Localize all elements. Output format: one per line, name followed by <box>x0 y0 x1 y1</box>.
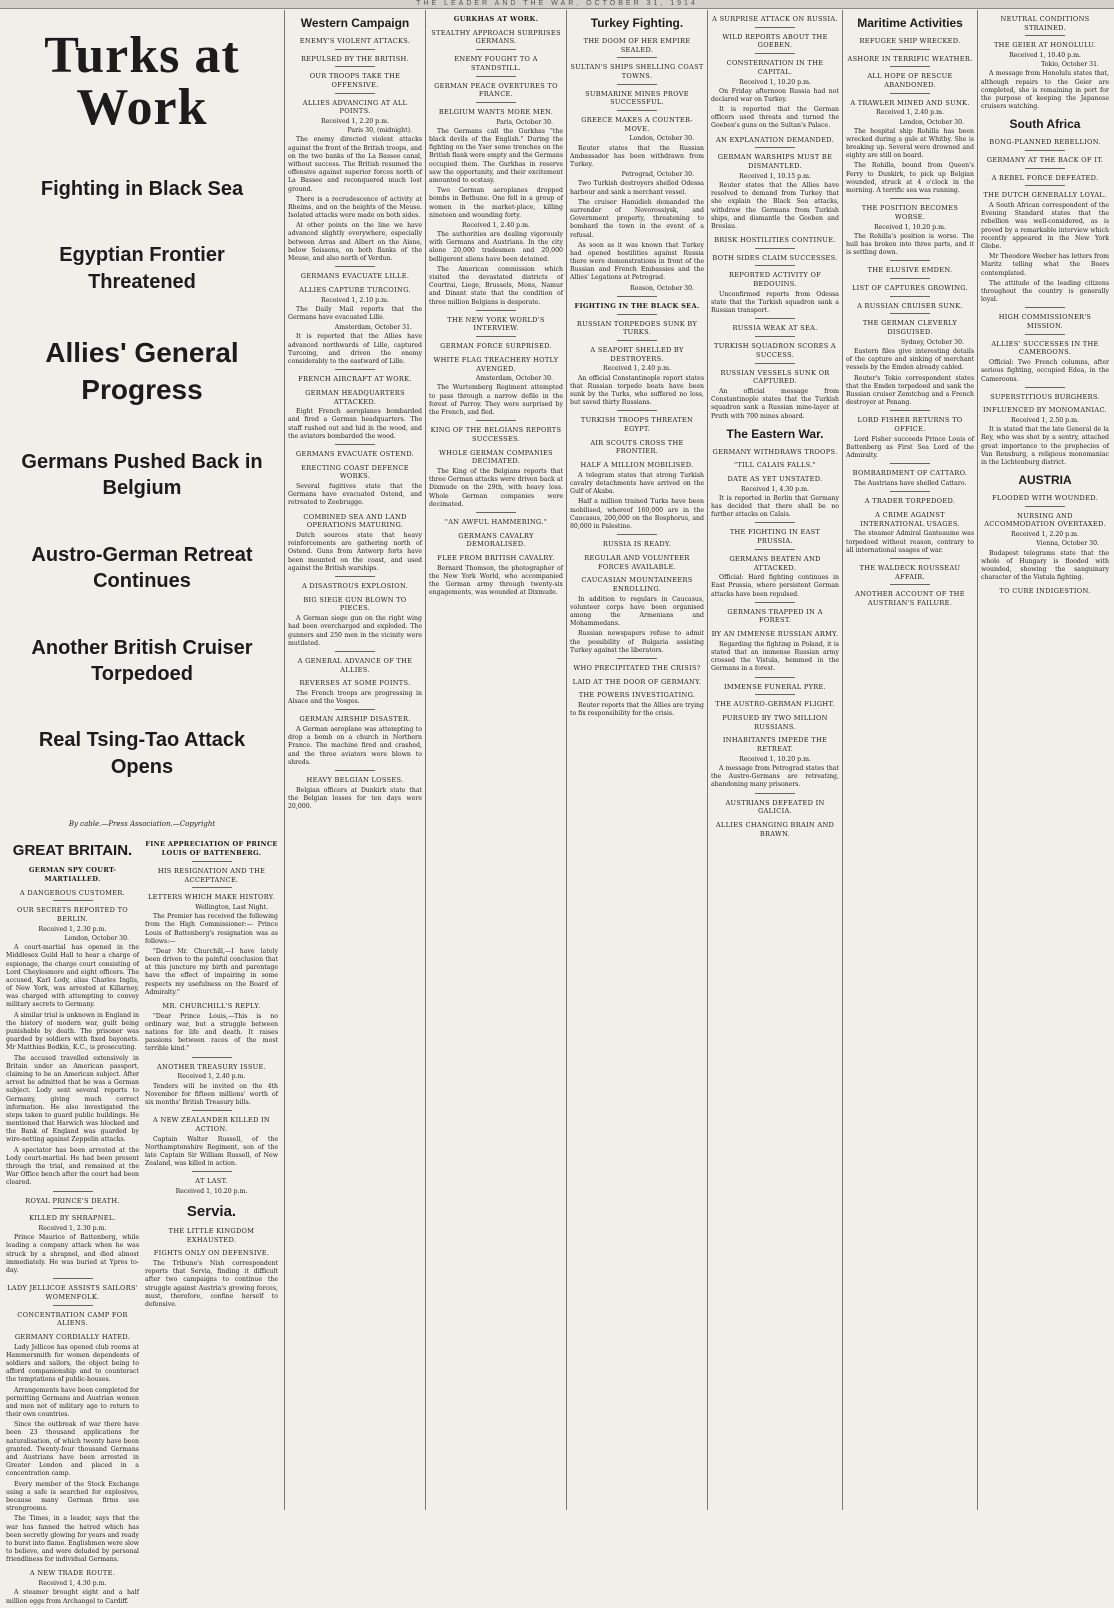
article-subhead: OUR TROOPS TAKE THE OFFENSIVE. <box>309 72 401 89</box>
article-head: A GENERAL ADVANCE OF THE ALLIES. <box>297 656 413 674</box>
article-subhead: INFLUENCED BY MONOMANIAC. <box>983 406 1107 415</box>
article-subhead: PURSUED BY TWO MILLION RUSSIANS. <box>722 714 828 731</box>
dateline: Sydney, October 30. <box>900 338 964 346</box>
section-turkey-fighting: Turkey Fighting. <box>590 16 684 30</box>
paragraph: Budapest telegrams state that the whole of Hungary is flooded with wounded, showing the sanguinary character of the Vistula fighting. <box>981 549 1109 582</box>
article-head: FINE APPRECIATION OF PRINCE LOUIS OF BATTENBERG. <box>145 840 278 858</box>
article-subhead: A SEAPORT SHELLED BY DESTROYERS. <box>590 345 684 363</box>
article-subhead: SUBMARINE MINES PROVE SUCCESSFUL. <box>585 89 689 107</box>
article-subhead: HIS RESIGNATION AND THE ACCEPTANCE. <box>157 866 266 884</box>
article-subhead: CAUCASIAN MOUNTAINEERS ENROLLING. <box>581 576 693 593</box>
column-5 <box>711 10 839 1510</box>
article-head: THE ELUSIVE EMDEN. <box>867 266 953 275</box>
paragraph: Lord Fisher succeeds Prince Louis of Battenberg as First Sea Lord of the Admiralty. <box>846 435 974 460</box>
article-subhead: HALF A MILLION MOBILISED. <box>580 461 694 470</box>
paragraph: The King of the Belgians reports that three German attacks were driven back at Dixmude on the 29th, with heavy loss. Whole German companies were decimated. <box>429 468 563 508</box>
dateline: Received 1, 2.40 p.m. <box>177 1073 246 1081</box>
paragraph: Reuter's Tokio correspondent states that the Emden torpedoed and sank the Russian cruiser Zemtchug and a French destroyer at Penang. <box>846 374 974 407</box>
dateline: Received 1, 10.15 p.m. <box>739 172 811 180</box>
paragraph: Reuter states that the Allies have resolved to demand from Turkey that she explain the Black Sea attacks, withdraw the Germans from Turkish ships, and dismantle the Goeben and Breslau. <box>711 181 839 230</box>
article-subhead: SULTAN'S SHIPS SHELLING COAST TOWNS. <box>570 63 704 80</box>
paragraph: A spectator has been arrested at the Lody court-martial. He had been present through the trial, and remained at the War Office bench after the court had been cleared. <box>6 1146 139 1187</box>
article-head: SUPERSTITIOUS BURGHERS. <box>990 392 1100 401</box>
article-head: FLOODED WITH WOUNDED. <box>992 494 1098 503</box>
article-head: REFUGEE SHIP WRECKED. <box>859 36 961 45</box>
article-subhead: LIST OF CAPTURES GROWING. <box>851 284 969 293</box>
article-subhead: INHABITANTS IMPEDE THE RETREAT. <box>722 736 828 754</box>
paragraph: A message from Honolulu states that, although repairs to the Geier are completed, she is remaining in port for the purpose of keeping the Japanese cruisers watching. <box>981 70 1109 111</box>
article-subhead: MR. CHURCHILL'S REPLY. <box>162 1002 261 1011</box>
paragraph: Several fugitives state that the Germans have evacuated Ostend, and retreated to Zeebrugge. <box>288 483 422 507</box>
article-head: "AN AWFUL HAMMERING." <box>444 517 548 526</box>
paragraph: A German aeroplane was attempting to drop a bomb on a church in Northern France. The machine fired and crashed, and the three aviators were blown to shreds. <box>288 726 422 766</box>
paragraph: The enemy directed violent attacks against the front of the British troops, and on the two banks of the La Bassee canal, without success. The British resumed the offensive against superior forces north of La Bassee and reconquered much lost ground. <box>288 136 422 193</box>
paragraph: An official Constantinople report states that Russian torpedo boats have been sunk by the Turks, who suffered no loss, but saved thirty Russians. <box>570 374 704 407</box>
article-subhead: THE LITTLE KINGDOM EXHAUSTED. <box>168 1226 255 1244</box>
paragraph: At other points on the line we have advanced slightly everywhere, especially between Arras and Albert on the Aisne, below Soissons, on both flanks of the Meuse, and also north of Verdun. <box>288 222 422 263</box>
advert-head: TO CURE INDIGESTION. <box>999 587 1091 596</box>
article-subhead: BELGIUM WANTS MORE MEN. <box>438 107 554 116</box>
paragraph: The cruiser Hamidieh demanded the surrender of Novorossiysk, and Government property, threatening to bombard the town in the event of a refusal. <box>570 198 704 239</box>
article-head: GERMAN FORCE SURPRISED. <box>440 342 552 351</box>
article-head: THE FIGHTING IN EAST PRUSSIA. <box>729 528 821 546</box>
article-subhead: GERMANY CORDIALLY HATED. <box>14 1332 131 1341</box>
paragraph: The authorities are dealing vigorously with Germans and Austrians. In the city alone 20,000 tradesmen and 20,000 belligerent aliens have been detained. <box>429 231 563 263</box>
paragraph: Reuter reports that the Allies are trying to fix responsibility for the crisis. <box>570 702 704 718</box>
article-head: THE POSITION BECOMES WORSE. <box>861 204 959 221</box>
article-head: IMMENSE FUNERAL PYRE. <box>724 682 826 691</box>
dateline: Paris 30, (midnight). <box>347 127 412 135</box>
article-subhead: ALLIES ADVANCING AT ALL POINTS. <box>302 98 408 116</box>
article-subhead: BIG SIEGE GUN BLOWN TO PIECES. <box>303 595 407 613</box>
column-6 <box>846 10 974 1510</box>
paragraph: Unconfirmed reports from Odessa state that the Turkish squadron sank a Russian transport. <box>711 290 839 315</box>
article-head: A DISASTROUS EXPLOSION. <box>301 582 409 591</box>
article-head: A NEW ZEALANDER KILLED IN ACTION. <box>153 1116 270 1133</box>
article-subhead: FIGHTS ONLY ON DEFENSIVE. <box>153 1249 270 1258</box>
article-head: LORD FISHER RETURNS TO OFFICE. <box>857 416 963 434</box>
paragraph: In addition to regulars in Caucasus, volunteer corps have been organised among the Armenians and Mohammedans. <box>570 595 704 628</box>
deck-3: Allies' General Progress <box>45 337 239 406</box>
article-subhead: REGULAR AND VOLUNTEER FORCES AVAILABLE. <box>584 553 690 571</box>
dateline: Reason, October 30. <box>630 284 694 292</box>
paragraph: Dutch sources state that heavy reinforcements are gathering north of Ostend. Guns from Antwerp forts have been mounted on the coast, and used against the British warships. <box>288 532 422 572</box>
article-head: FIGHTING IN THE BLACK SEA. <box>574 301 700 310</box>
paragraph: The accused travelled extensively in Britain under an American passport, claiming to be an American subject. After arrest he admitted that he was a German subject. Lody sent several reports to Germany, giving much correct information. He also investigated the steps taken to guard public buildings. He mentioned that Harwich was blocked and the Bank of England was guarded by wire-netting against Zeppelin attacks. <box>6 1054 139 1144</box>
paragraph: Russian newspapers refuse to admit the possibility of Bulgaria assisting Turkey against the liberators. <box>570 630 704 654</box>
article-subhead: RUSSIAN TORPEDOES SUNK BY TURKS. <box>576 319 698 337</box>
paragraph: Arrangements have been completed for permitting Germans and Austrian women and men not of military age to return to their own countries. <box>6 1386 139 1419</box>
article-subhead: RUSSIAN VESSELS SUNK OR CAPTURED. <box>720 368 830 386</box>
article-subhead: ALLIES CAPTURE TURCOING. <box>299 285 411 294</box>
article-head: NEUTRAL CONDITIONS STRAINED. <box>1000 15 1090 32</box>
column-7 <box>981 10 1109 1510</box>
paragraph: The Rohilla, bound from Queen's Ferry to Dunkirk, to pick up Belgian wounded, struck at 4 o'clock in the morning. A terrific sea was running. <box>846 162 974 195</box>
article-subhead: BOTH SIDES CLAIM SUCCESSES. <box>712 253 838 262</box>
article-head: WHO PRECIPITATED THE CRISIS? <box>573 663 701 672</box>
article-subhead: WHITE FLAG TREACHERY HOTLY AVENGED. <box>433 355 559 373</box>
dateline: Wellington, Last Night. <box>195 903 268 911</box>
article-head: RUSSIA WEAK AT SEA. <box>732 324 818 333</box>
dateline: Received 1, 10.20 p.m. <box>739 755 811 763</box>
section-servia: Servia. <box>186 1203 237 1221</box>
article-head: ROYAL PRINCE'S DEATH. <box>25 1196 120 1205</box>
dateline: Received 1, 2.40 p.m. <box>462 221 530 229</box>
article-subhead: GERMAN WARSHIPS MUST BE DISMANTLED. <box>717 153 833 171</box>
article-subhead: "TILL CALAIS FALLS." <box>734 461 816 470</box>
dateline: Received 1, 2.30 p.m. <box>38 1224 107 1232</box>
deck-1: Fighting in Black Sea <box>40 178 244 200</box>
paragraph: Reuter states that the Russian Ambassador has been withdrawn from Turkey. <box>570 144 704 169</box>
article-subhead: KILLED BY SHRAPNEL. <box>29 1214 116 1223</box>
column-4 <box>570 10 704 1510</box>
deck-4: Germans Pushed Back in Belgium <box>21 451 263 500</box>
paragraph: Official: Two French columns, after serious fighting, occupied Edea, in the Cameroons. <box>981 359 1109 383</box>
deck-7: Real Tsing-Tao Attack Opens <box>38 729 246 778</box>
dateline: London, October 30. <box>629 135 694 143</box>
paragraph: Tenders will be invited on the 4th November for fifteen millions' worth of six months' British Treasury bills. <box>145 1082 278 1106</box>
article-subhead: ANOTHER ACCOUNT OF THE AUSTRIAN'S FAILURE. <box>855 590 965 608</box>
deck-5: Austro-German Retreat Continues <box>31 543 253 593</box>
article-subhead: TURKISH SQUADRON SCORES A SUCCESS. <box>714 342 836 359</box>
article-head: TURKISH TROOPS THREATEN EGYPT. <box>580 416 694 433</box>
article-head: ANOTHER TREASURY ISSUE. <box>156 1062 267 1071</box>
deck-6: Another British Cruiser Torpedoed <box>31 636 253 686</box>
dateline: Received 1, 2.20 p.m. <box>321 118 389 126</box>
paragraph: Every member of the Stock Exchange using a safe is searched for explosives, because many German firms use strongrooms. <box>6 1480 139 1513</box>
paragraph: Bernard Thomson, the photographer of the New York World, who accompanied the German army through twenty-six engagements, was wounded at Dixmude. <box>429 564 563 597</box>
paragraph: Official: Hard fighting continues in East Prussia, where persistent German attacks have been repulsed. <box>711 574 839 598</box>
article-head: GERMANS EVACUATE OSTEND. <box>295 450 415 458</box>
dateline: Received 1, 4.30 p.m. <box>741 485 809 493</box>
article-subhead: NURSING AND ACCOMMODATION OVERTAXED. <box>984 511 1106 529</box>
paragraph: A South African correspondent of the Evening Standard states that the rebellion was well-considered, as is proved by a remarkable interview which recently appeared in the New York Globe. <box>981 202 1109 250</box>
paragraph: Since the outbreak of war there have been 23 thousand applications for naturalisation, of which twenty have been granted. Twenty-four thousand Germans and Austrians have been arrested in Greater London and placed in a concentration camp. <box>6 1421 139 1478</box>
section-western-campaign: Western Campaign <box>300 16 410 30</box>
dateline: Amsterdam, October 30. <box>475 375 553 383</box>
section-maritime-activities: Maritime Activities <box>857 16 963 30</box>
article-subhead: REVERSES AT SOME POINTS. <box>299 679 411 688</box>
article-subhead: CONSTERNATION IN THE CAPITAL. <box>726 59 824 76</box>
article-head: AN EXPLANATION DEMANDED. <box>716 135 834 144</box>
paragraph: A steamer brought eight and a half million eggs from Archangel to Cardiff. <box>6 1589 139 1605</box>
article-subhead: REPORTED ACTIVITY OF BEDOUINS. <box>728 271 822 289</box>
paragraph: Mr Theodore Weeber has letters from Maritz telling what the Boers contemplated. <box>981 253 1109 277</box>
paragraph: Two Turkish destroyers shelled Odessa harbour and sank a merchant vessel. <box>570 180 704 196</box>
paragraph: The Premier has received the following from the High Commissioner:— Prince Louis of Battenberg's resignation was as follows:— <box>145 913 278 945</box>
article-head: KING OF THE BELGIANS REPORTS SUCCESSES. <box>430 426 562 443</box>
article-subhead: GERMANS BEATEN AND ATTACKED. <box>729 554 821 572</box>
dateline: Petrograd, October 30. <box>621 171 694 179</box>
article-head: A SURPRISE ATTACK ON RUSSIA. <box>712 15 838 23</box>
paragraph: Lady Jellicoe has opened club rooms at Hammersmith for women dependents of soldiers and sailors, the object being to afford companionship and to counteract the temptations of public-houses. <box>6 1343 139 1384</box>
paragraph: The attitude of the leading citizens throughout the country is generally loyal. <box>981 279 1109 304</box>
paragraph: Prince Maurice of Battenberg, while leading a company attack when he was struck by a shrapnel, and died almost immediately. He was buried at Ypres to-day. <box>6 1234 139 1274</box>
dateline: Received 1, 2.30 p.m. <box>38 925 107 933</box>
paragraph: Belgian officers at Dunkirk state that the Belgian losses for ten days were 20,000. <box>288 786 422 811</box>
section-south-africa: South Africa <box>1009 117 1081 132</box>
article-subhead: THE GERMAN CLEVERLY DISGUISED. <box>862 319 958 337</box>
article-head: GERMANS TRAPPED IN A FOREST. <box>727 607 823 625</box>
article-subhead: GREECE MAKES A COUNTER-MOVE. <box>581 116 693 133</box>
article-subhead: ENEMY FOUGHT TO A STANDSTILL. <box>454 55 538 72</box>
paragraph: An official message from Constantinople states that the Turkish squadron sank a Russian mine-layer at Pruth with 700 mines aboard. <box>711 387 839 420</box>
paragraph: Eight French aeroplanes bombarded and fired a German headquarters. The staff rushed out and hid in the wood, and the aviators bombarded the wood. <box>288 408 422 440</box>
paragraph: The Tribune's Nish correspondent reports that Servia, finding it difficult after two campaigns to continue the struggle against Austria's growing forces, must, therefore, confine herself to defensive. <box>145 1260 278 1308</box>
paragraph: The Times, in a leader, says that the war has fanned the hatred which has been secretly glowing for years and ready to burst into flame. Englishmen were slow to believe, and were deluded by personal friendliness for individual Germans. <box>6 1515 139 1564</box>
article-head: FRENCH AIRCRAFT AT WORK. <box>298 375 412 384</box>
column-1 <box>6 10 278 1605</box>
paragraph: As soon as it was known that Turkey had opened hostilities against Russia there were demonstrations in front of the Russian and French Embassies and the Allies' Legations at Petrograd. <box>570 241 704 282</box>
article-head: RUSSIA IS READY. <box>602 540 672 549</box>
article-head: GERMANY WITHDRAWS TROOPS. <box>712 447 838 456</box>
dateline: Received 1, 10.20 p.m. <box>874 223 946 231</box>
article-head: BONG-PLANNED REBELLION. <box>989 138 1101 147</box>
article-head: AT LAST. <box>195 1177 228 1186</box>
paragraph: It is reported that the German officers used threats and turned the Goeben's guns on the Sultan's Palace. <box>711 106 839 130</box>
paragraph: The hospital ship Rohilla has been wrecked during a gale at Whitby. She is breaking up. Several were drowned and eighty are still on board. <box>846 127 974 160</box>
dateline: Received 1, 2.40 p.m. <box>876 109 944 117</box>
page-header: THE LEADER AND THE WAR, OCTOBER 31, 1914 <box>0 0 1114 9</box>
paragraph: It is reported that the Allies have advanced northwards of Lille, captured Turcoing, and driven the enemy considerably to the eastward of Lille. <box>288 333 422 365</box>
article-subhead: OUR SECRETS REPORTED TO BERLIN. <box>17 906 128 924</box>
dateline: London, October 30. <box>64 934 129 942</box>
column-2 <box>288 10 422 1510</box>
dateline: Received 1, 2.10 p.m. <box>321 296 389 304</box>
article-head: A NEW TRADE ROUTE. <box>29 1569 116 1578</box>
article-subhead: A TRAWLER MINED AND SUNK. <box>850 98 970 107</box>
article-subhead: THE POWERS INVESTIGATING. <box>578 691 696 700</box>
article-head: GERMAN SPY COURT-MARTIALLED. <box>28 866 117 883</box>
article-subhead: COMBINED SEA AND LAND OPERATIONS MATURING. <box>303 512 407 530</box>
article-head: BRISK HOSTILITIES CONTINUE. <box>714 236 836 245</box>
article-subhead: A REBEL FORCE DEFEATED. <box>991 173 1099 182</box>
column-3 <box>429 10 563 1510</box>
paragraph: A message from Petrograd states that the Austro-Germans are retreating, abandoning many prisoners. <box>711 765 839 789</box>
article-subhead: LAID AT THE DOOR OF GERMANY. <box>572 677 702 686</box>
paragraph: The Daily Mail reports that the Germans have evacuated Lille. <box>288 305 422 322</box>
article-subhead: ALL HOPE OF RESCUE ABANDONED. <box>867 72 953 89</box>
paragraph: A telegram states that strong Turkish cavalry detachments have arrived on the Gulf of Akaba. <box>570 471 704 496</box>
section-eastern-war: The Eastern War. <box>726 426 824 441</box>
article-subhead: GERMANY AT THE BACK OF IT. <box>986 155 1104 164</box>
article-head: AUSTRIANS DEFEATED IN GALICIA. <box>725 798 825 816</box>
section-great-britain: GREAT BRITAIN. <box>12 842 133 860</box>
dateline: Received 1, 4.30 p.m. <box>38 1580 107 1588</box>
paragraph: Two German aeroplanes dropped bombs in Bethune. One fell in a group of women in the market-place, killing nineteen and wounding forty. <box>429 187 563 219</box>
article-head: GERMAN AIRSHIP DISASTER. <box>299 715 411 724</box>
dateline: Received 1, 2.40 p.m. <box>603 365 671 373</box>
article-head: HIGH COMMISSIONER'S MISSION. <box>998 313 1092 331</box>
paragraph: "Dear Mr. Churchill,—I have lately been driven to the painful conclusion that at this juncture my birth and parentage have the effect of impairing in some respects my usefulness on the Board of Admiralty." <box>145 947 278 996</box>
article-subhead: ASHORE IN TERRIFIC WEATHER. <box>847 54 973 63</box>
article-head: LADY JELLICOE ASSISTS SAILORS' WOMENFOLK. <box>7 1284 138 1301</box>
dateline: London, October 30. <box>899 118 964 126</box>
dateline: Vienna, October 30. <box>1036 540 1099 548</box>
main-headline: Turks at Work <box>44 27 240 136</box>
paragraph: On Friday afternoon Russia had not declared war on Turkey. <box>711 87 839 103</box>
dateline: Paris, October 30. <box>496 118 553 126</box>
article-subhead: WILD REPORTS ABOUT THE GOEBEN. <box>722 32 828 50</box>
dateline: Amsterdam, October 31. <box>334 324 412 332</box>
article-head: THE AUSTRO-GERMAN FLIGHT. <box>715 700 835 709</box>
article-subhead: A DANGEROUS CUSTOMER. <box>19 888 126 897</box>
article-subhead: GERMAN PEACE OVERTURES TO FRANCE. <box>434 81 558 99</box>
article-subhead: FLEE FROM BRITISH CAVALRY. <box>437 554 555 563</box>
article-subhead: DATE AS YET UNSTATED. <box>727 474 823 483</box>
paragraph: The steamer Admiral Ganteaume was torpedoed without reason, contrary to all international usages of war. <box>846 530 974 554</box>
article-subhead: GERMAN HEADQUARTERS ATTACKED. <box>305 388 405 406</box>
paragraph: "Dear Prince Louis,—This is no ordinary war, but a struggle between nations for life and death. It raises passions between races of the most terrible kind." <box>145 1012 278 1053</box>
article-subhead: ERECTING COAST DEFENCE WORKS. <box>301 463 409 481</box>
dateline: Received 1, 2.20 p.m. <box>1011 531 1079 539</box>
paragraph: Half a million trained Turks have been mobilised, whereof 160,000 are in the Caucasus, 200,000 on the Bosphorus, and 80,000 in Palestine. <box>570 498 704 530</box>
paragraph: The American commission which visited the devastated districts of Courtrai, Liege, Brussels, Mons, Namur and Dinant state that the condition of three million Belgians is desperate. <box>429 265 563 306</box>
article-head: THE NEW YORK WORLD'S INTERVIEW. <box>447 315 545 333</box>
article-head: HEAVY BELGIAN LOSSES. <box>306 776 404 784</box>
paragraph: Regarding the fighting in Poland, it is stated that an immense Russian army crossed the Vistula, hemmed in the Germans in a forest. <box>711 640 839 673</box>
article-head: A TRADER TORPEDOED. <box>864 497 956 506</box>
article-head: BOMBARDMENT OF CATTARO. <box>852 469 968 478</box>
byline: By cable.—Press Association.—Copyright <box>68 820 216 829</box>
paragraph: There is a recrudescence of activity at Rheims, and on the heights of the Meuse. Isolated attacks were made on both sides. <box>288 195 422 220</box>
paragraph: The French troops are progressing in Alsace and the Vosges. <box>288 689 422 706</box>
article-head: GURKHAS AT WORK. <box>453 15 539 23</box>
paragraph: Eastern files give interesting details of the capture and sinking of merchant vessels by the Emden already cabled. <box>846 348 974 372</box>
article-subhead: WHOLE GERMAN COMPANIES DECIMATED. <box>439 448 553 466</box>
article-head: GERMANS EVACUATE LILLE. <box>300 272 410 281</box>
dateline: Received 1, 10.20 p.m. <box>739 78 811 86</box>
article-subhead: ALLIES CHANGING BRAIN AND BRAWN. <box>715 821 835 838</box>
paragraph: The Austrians have shelled Cattaro. <box>854 480 967 488</box>
article-head: CONCENTRATION CAMP FOR ALIENS. <box>17 1310 128 1328</box>
deck-2: Egyptian Frontier Threatened <box>59 244 225 293</box>
paragraph: Captain Walter Russell, of the Northamptonshire Regiment, son of the late Captain Sir William Russell, of New Zealand, was killed in action. <box>145 1135 278 1168</box>
article-head: THE DOOM OF HER EMPIRE SEALED. <box>583 36 691 54</box>
article-subhead: GERMANS CAVALRY DEMORALISED. <box>458 531 534 549</box>
dateline: Received 1, 2.50 p.m. <box>1011 417 1079 425</box>
article-head: ALLIES' SUCCESSES IN THE CAMEROONS. <box>991 339 1099 357</box>
article-subhead: THE GEIER AT HONOLULU. <box>993 41 1097 50</box>
article-subhead: AIR SCOUTS CROSS THE FRONTIER. <box>590 438 684 456</box>
dateline: Tokio, October 31. <box>1041 61 1099 69</box>
article-head: ENEMY'S VIOLENT ATTACKS. <box>299 36 411 45</box>
paragraph: A court-martial has opened in the Middlesex Guild Hall to hear a charge of espionage, the charge court consisting of Lord Cheylesmore and eight officers. The accused, Karl Lody, alias Charles Inglis, of New York, was arrested at Killarney, was charged with attempting to convey military secrets to Germany. <box>6 944 139 1009</box>
paragraph: A German siege gun on the right wing had been overcharged and exploded. The gunners and 250 men in the vicinity were mutilated. <box>288 615 422 647</box>
paragraph: A similar trial is unknown in England in the history of modern war, guilt being punishable by death. The prisoner was guarded by soldiers with fixed bayonets. Mr Matthias Bodkin, K.C., is prosecuting. <box>6 1011 139 1052</box>
dateline: Received 1, 10.20 p.m. <box>175 1187 248 1195</box>
dateline: Received 1, 10.40 p.m. <box>1009 52 1081 60</box>
paragraph: The Wurtemberg Regiment attempted to pass through a narrow defile in the forest of Parroy. They were surprised by the French, and fled. <box>429 384 563 417</box>
article-subhead: REPULSED BY THE BRITISH. <box>301 54 409 63</box>
article-head: THE WALDECK ROUSSEAU AFFAIR. <box>859 563 961 581</box>
article-subhead: A RUSSIAN CRUISER SUNK. <box>857 301 963 310</box>
paragraph: The Germans call the Gurkhas "the black devils of the English." During the fighting on the Yser some trenches on the British flank were empty and the Germans occupied them. The Gurkhas in reserve saw the opportunity, and their excitement amounted to ecstasy. <box>429 127 563 184</box>
article-subhead: A CRIME AGAINST INTERNATIONAL USAGES. <box>860 510 960 528</box>
article-subhead: BY AN IMMENSE RUSSIAN ARMY. <box>711 630 839 639</box>
paragraph: The Rohilla's position is worse. The hull has broken into three parts, and it is settling down. <box>846 232 974 257</box>
article-subhead: STEALTHY APPROACH SURPRISES GERMANS. <box>431 28 561 46</box>
article-subhead: THE DUTCH GENERALLY LOYAL. <box>983 191 1107 200</box>
article-subhead: LETTERS WHICH MAKE HISTORY. <box>147 893 275 902</box>
paragraph: It is stated that the late General de la Rey, who was shot by a sentry, attached great importance to the prophecies of Van Rensburg, a religious monomaniac in the Lichtenburg district. <box>981 426 1109 467</box>
section-austria: AUSTRIA <box>1018 473 1072 488</box>
paragraph: It is reported in Berlin that Germany has decided that there shall be no further attacks on Calais. <box>711 494 839 519</box>
